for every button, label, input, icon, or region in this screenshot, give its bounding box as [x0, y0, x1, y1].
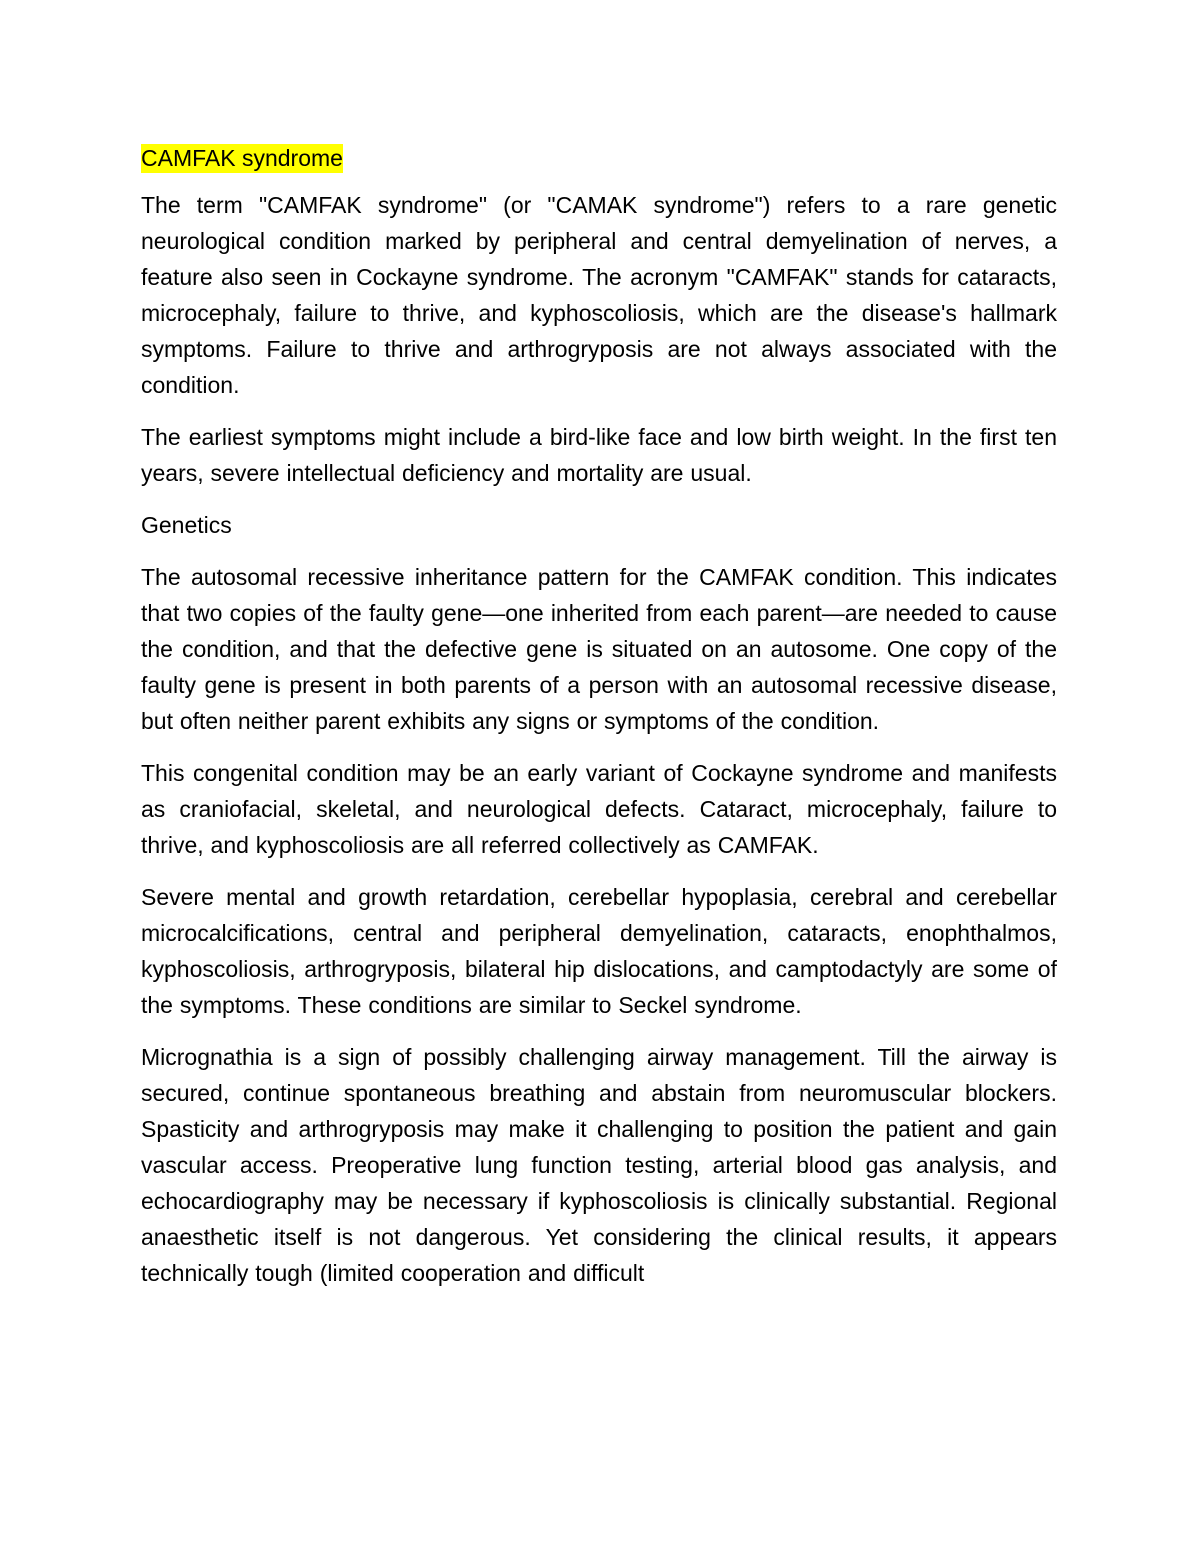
document-title-line — [141, 140, 1057, 176]
section-heading-genetics: Genetics — [141, 512, 232, 538]
genetics-paragraph-1: The autosomal recessive inheritance pattern for the CAMFAK condition. This indicates that two copies of the faulty gene—one inherited from each parent—are needed to cause the condition, and that the defective gene is situated on an autosome. One copy of the faulty gene is present in both parents of a person with an autosomal recessive disease, but often neither parent exhibits any signs or symptoms of the condition. — [141, 564, 1057, 734]
document-page — [141, 140, 1057, 1430]
genetics-paragraph-3: Severe mental and growth retardation, cerebellar hypoplasia, cerebral and cerebellar microcalcifications, central and peripheral demyelination, cataracts, enophthalmos, kyphoscoliosis, arthrogryposis, bilateral hip dislocations, and camptodactyly are some of the symptoms. These conditions are similar to Seckel syndrome. — [141, 884, 1057, 1018]
genetics-paragraph-4: Micrognathia is a sign of possibly challenging airway management. Till the airway is secured, continue spontaneous breathing and abstain from neuromuscular blockers. Spasticity and arthrogryposis may make it challenging to position the patient and gain vascular access. Preoperative lung function testing, arterial blood gas analysis, and echocardiography may be necessary if kyphoscoliosis is clinically substantial. Regional anaesthetic itself is not dangerous. Yet considering the clinical results, it appears technically tough (limited cooperation and difficult — [141, 1044, 1057, 1286]
document-title: CAMFAK syndrome — [141, 145, 343, 171]
intro-paragraph-1: The term "CAMFAK syndrome" (or "CAMAK syndrome") refers to a rare genetic neurological condition marked by peripheral and central demyelination of nerves, a feature also seen in Cockayne syndrome. The acronym "CAMFAK" stands for cataracts, microcephaly, failure to thrive, and kyphoscoliosis, which are the disease's hallmark symptoms. Failure to thrive and arthrogryposis are not always associated with the condition. — [141, 192, 1057, 398]
intro-paragraph-2: The earliest symptoms might include a bird-like face and low birth weight. In the first ten years, severe intellectual deficiency and mortality are usual. — [141, 424, 1057, 486]
genetics-paragraph-2: This congenital condition may be an early variant of Cockayne syndrome and manifests as craniofacial, skeletal, and neurological defects. Cataract, microcephaly, failure to thrive, and kyphoscoliosis are all referred collectively as CAMFAK. — [141, 760, 1057, 858]
